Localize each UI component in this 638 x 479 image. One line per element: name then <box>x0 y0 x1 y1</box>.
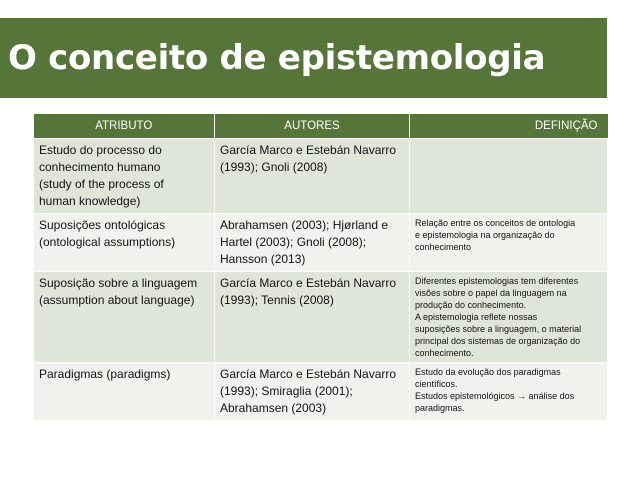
text-line: e epistemologia na organização do <box>415 230 555 240</box>
text-line: principal dos sistemas de organização do <box>415 336 581 346</box>
cell-definicao <box>410 272 608 363</box>
text-line: visões sobre o papel da linguagem na <box>415 288 567 298</box>
text-line: paradigmas. <box>415 403 465 413</box>
cell-atributo <box>34 139 215 214</box>
text-line: Estudo do processo do <box>39 143 162 157</box>
cell-definicao <box>410 363 608 421</box>
text-line: Paradigmas (paradigms) <box>39 367 171 381</box>
text-line: García Marco e Estebán Navarro <box>220 143 397 157</box>
text-line: suposições sobre a linguagem, o material <box>415 324 582 334</box>
table-row <box>34 363 608 421</box>
cell-atributo <box>34 214 215 272</box>
slide-title: O conceito de epistemologia <box>8 38 546 78</box>
text-line: científicos. <box>415 379 458 389</box>
cell-autores <box>215 214 410 272</box>
cell-autores <box>215 363 410 421</box>
text-line: (1993); Gnoli (2008) <box>220 160 328 174</box>
text-line: Abrahamsen (2003) <box>220 401 327 415</box>
cell-definicao <box>410 214 608 272</box>
text-line: conhecimento humano <box>39 160 161 174</box>
text-line: Estudo da evolução dos paradigmas <box>415 367 561 377</box>
text-line: Estudos epistemológicos → análise dos <box>415 391 575 401</box>
epistemology-table <box>33 114 608 421</box>
text-line: (ontological assumptions) <box>39 235 176 249</box>
text-line: (study of the process of <box>39 177 164 191</box>
text-line: Hartel (2003); Gnoli (2008); <box>220 235 367 249</box>
header-definicao: DEFINIÇÃO <box>410 114 608 139</box>
text-line: (assumption about language) <box>39 293 195 307</box>
header-atributo: ATRIBUTO <box>34 114 215 139</box>
header-autores: AUTORES <box>215 114 410 139</box>
text-line: Hansson (2013) <box>220 252 306 266</box>
title-bar <box>0 18 607 98</box>
cell-autores <box>215 139 410 214</box>
text-line: Suposições ontológicas <box>39 218 166 232</box>
text-line: (1993); Smiraglia (2001); <box>220 384 353 398</box>
cell-definicao <box>410 139 608 214</box>
text-line: Relação entre os conceitos de ontologia <box>415 218 576 228</box>
table-row <box>34 214 608 272</box>
text-line: produção do conhecimento. <box>415 300 527 310</box>
cell-atributo <box>34 272 215 363</box>
table-row <box>34 139 608 214</box>
text-line: García Marco e Estebán Navarro <box>220 367 397 381</box>
text-line: human knowledge) <box>39 194 141 208</box>
text-line: conhecimento. <box>415 348 474 358</box>
table-row <box>34 272 608 363</box>
text-line: Abrahamsen (2003); Hjørland e <box>220 218 389 232</box>
text-line: García Marco e Estebán Navarro <box>220 276 397 290</box>
cell-atributo <box>34 363 215 421</box>
cell-autores <box>215 272 410 363</box>
text-line: (1993); Tennis (2008) <box>220 293 334 307</box>
table-header-row <box>34 114 608 139</box>
text-line: Suposição sobre a linguagem <box>39 276 198 290</box>
text-line: A epistemologia reflete nossas <box>415 312 538 322</box>
text-line: Diferentes epistemologias tem diferentes <box>415 276 579 286</box>
text-line: conhecimento <box>415 242 472 252</box>
